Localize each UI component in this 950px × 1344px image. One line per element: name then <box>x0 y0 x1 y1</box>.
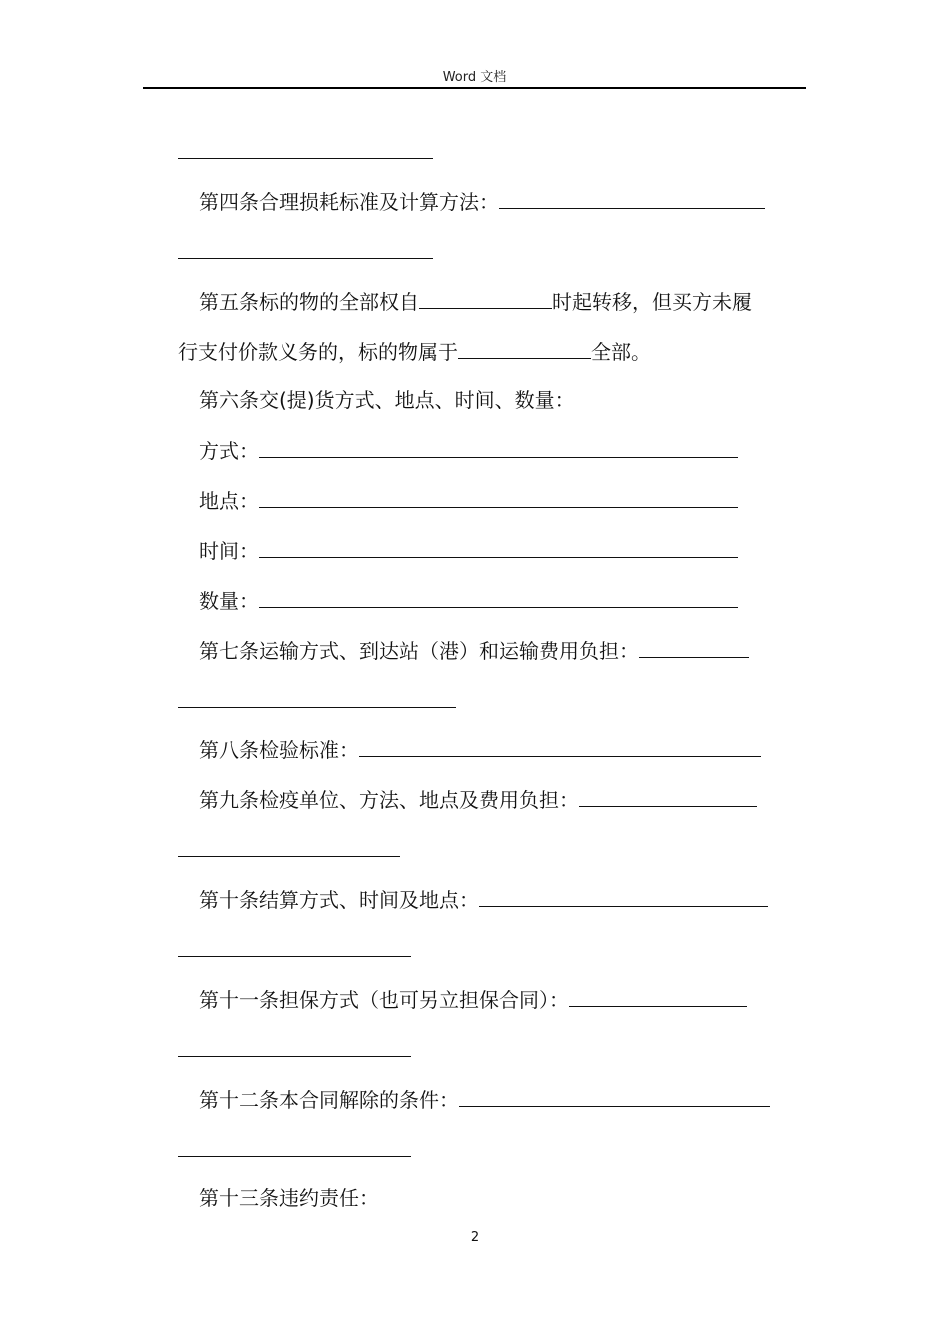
article-11-text: 第十一条担保方式（也可另立担保合同）： <box>199 988 569 1012</box>
blank-line <box>359 736 761 757</box>
blank-line <box>499 188 765 209</box>
article-5-text-b: 时起转移，但买方未履 <box>552 290 752 314</box>
blank-line <box>178 956 411 957</box>
article-10 <box>199 886 768 913</box>
article-10-text: 第十条结算方式、时间及地点： <box>199 888 479 912</box>
blank-line <box>459 1086 770 1107</box>
page-header: Word 文档 <box>442 70 507 85</box>
article-7-text: 第七条运输方式、到达站（港）和运输费用负担： <box>199 639 639 663</box>
article-6-quantity <box>199 587 738 614</box>
article-5-text-d: 全部。 <box>591 340 651 364</box>
blank-line <box>259 487 738 508</box>
article-8-text: 第八条检验标准： <box>199 738 359 762</box>
article-6-place <box>199 487 738 514</box>
article-4-text: 第四条合理损耗标准及计算方法： <box>199 190 499 214</box>
article-6-place-label: 地点： <box>199 489 259 513</box>
article-5-line-2 <box>178 338 651 365</box>
blank-line <box>479 886 768 907</box>
blank-line <box>178 258 433 259</box>
article-11 <box>199 986 747 1013</box>
article-9-text: 第九条检疫单位、方法、地点及费用负担： <box>199 788 579 812</box>
article-13: 第十三条违约责任： <box>199 1186 379 1210</box>
blank-line <box>178 856 400 857</box>
blank-line <box>639 637 749 658</box>
article-6-way-label: 方式： <box>199 439 259 463</box>
blank-line <box>419 288 552 309</box>
blank-line <box>178 1156 411 1157</box>
article-7 <box>199 637 749 664</box>
article-9 <box>199 786 757 813</box>
blank-line <box>259 537 738 558</box>
article-4 <box>199 188 765 215</box>
blank-line <box>178 707 456 708</box>
article-5-line-1 <box>199 288 752 315</box>
article-6-time-label: 时间： <box>199 539 259 563</box>
article-8 <box>199 736 761 763</box>
article-12 <box>199 1086 770 1113</box>
article-12-text: 第十二条本合同解除的条件： <box>199 1088 459 1112</box>
blank-line <box>458 338 591 359</box>
article-5-text-c: 行支付价款义务的，标的物属于 <box>178 340 458 364</box>
blank-line <box>178 1056 411 1057</box>
article-6-way <box>199 437 738 464</box>
blank-line <box>569 986 747 1007</box>
article-6: 第六条交(提)货方式、地点、时间、数量： <box>199 388 575 412</box>
blank-line <box>259 587 738 608</box>
header-rule <box>143 87 806 89</box>
blank-line <box>178 158 433 159</box>
page-number: 2 <box>470 1230 480 1245</box>
article-6-quantity-label: 数量： <box>199 589 259 613</box>
blank-line <box>579 786 757 807</box>
blank-line <box>259 437 738 458</box>
article-5-text-a: 第五条标的物的全部权自 <box>199 290 419 314</box>
article-6-time <box>199 537 738 564</box>
